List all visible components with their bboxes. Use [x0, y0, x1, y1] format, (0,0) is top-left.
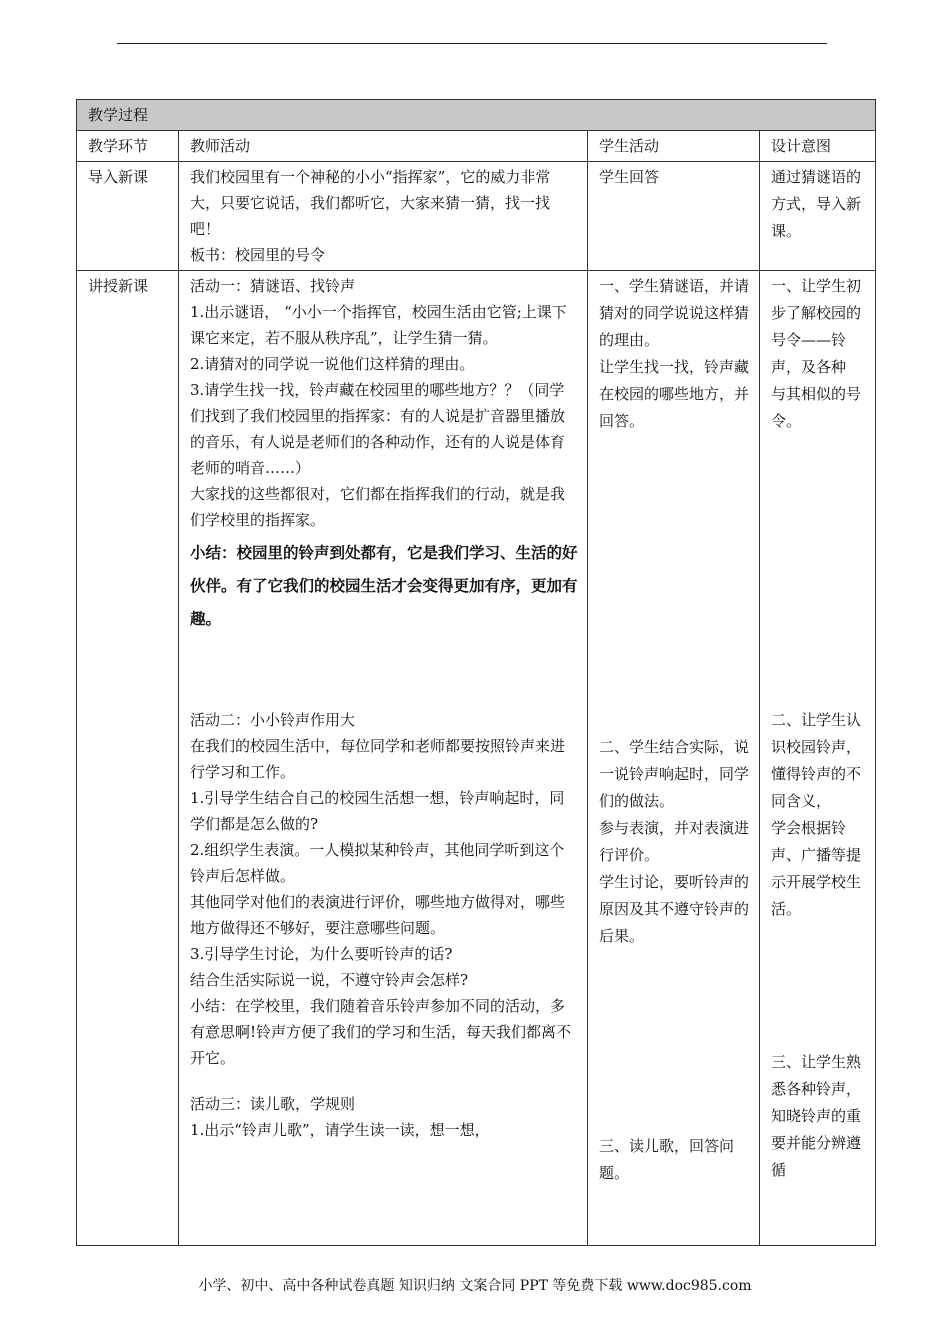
teacher-intro-text: 我们校园里有一个神秘的小小“指挥家”，它的威力非常大，只要它说话，我们都听它，大家来猜一猜，找一找吧！ 板书：校园里的号令 — [190, 168, 551, 264]
header-intent: 设计意图 — [760, 131, 876, 162]
intent-activity-three: 三、让学生熟悉各种铃声，知晓铃声的重要并能分辨遵循 — [771, 1053, 862, 1179]
student-lecture — [588, 271, 760, 1246]
intent-activity-one: 一、让学生初步了解校园的号令——铃声，及各种 与其相似的号令。 — [771, 277, 862, 430]
intent-activity-two: 二、让学生认识校园铃声，懂得铃声的不同含义， 学会根据铃声、广播等提示开展学校生活。 — [771, 711, 862, 918]
teaching-process-table — [76, 99, 876, 1246]
activity-two-text: 活动二：小小铃声作用大 在我们的校园生活中，每位同学和老师都要按照铃声来进行学习和工作。 1.引导学生结合自己的校园生活想一想，铃声响起时，同学们都是怎么做的? 2.组织学生表演。一人模拟某种铃声，其他同学听到这个铃声后怎样做。 其他同学对他们的表演进行评价，哪些地方做得对，哪些地方做得还不够好，要注意哪些问题。 3.引导学生讨论，为什么要听铃声的话? 结合生活实际说一说，不遵守铃声会怎样? 小结：在学校里，我们随着音乐铃声参加不同的活动，多有意思啊!铃声方便了我们的学习和生活，每天我们都离不开它。 — [190, 711, 572, 1067]
student-activity-one: 一、学生猜谜语，并请猜对的同学说说这样猜的理由。 让学生找一找，铃声藏在校园的哪些地方，并回答。 — [599, 277, 750, 430]
section-title: 教学过程 — [77, 100, 876, 131]
stage-intro: 导入新课 — [77, 162, 179, 271]
teacher-lecture — [179, 271, 588, 1246]
student-activity-two: 二、学生结合实际，说一说铃声响起时，同学们的做法。 参与表演，并对表演进行评价。 学生讨论，要听铃声的原因及其不遵守铃声的后果。 — [599, 738, 750, 945]
header-stage: 教学环节 — [77, 131, 179, 162]
student-activity-three: 三、读儿歌，回答问题。 — [599, 1137, 735, 1182]
activity-three-text: 活动三：读儿歌，学规则 1.出示“铃声儿歌”，请学生读一读，想一想， — [190, 1095, 490, 1139]
table-row — [77, 162, 876, 271]
page-footer: 小学、初中、高中各种试卷真题 知识归纳 文案合同 PPT 等免费下载 www.doc985.com — [198, 1278, 752, 1294]
activity-one-text: 活动一：猜谜语、找铃声 1.出示谜语， “小小一个指挥官，校园生活由它管;上课下课它来定，若不服从秩序乱”，让学生猜一猜。 2.请猜对的同学说一说他们这样猜的理由。 3.请学生找一找，铃声藏在校园里的哪些地方？？（同学们找到了我们校园里的指挥家：有的人说是扩音器里播放的音乐，有人说是老师们的各种动作，还有的人说是体育老师的哨音……） 大家找的这些都很对，它们都在指挥我们的行动，就是我们学校里的指挥家。 — [190, 277, 567, 529]
table-row — [77, 271, 876, 1246]
header-student: 学生活动 — [588, 131, 760, 162]
intent-intro: 通过猜谜语的方式，导入新课。 — [760, 162, 876, 271]
intent-lecture — [760, 271, 876, 1246]
activity-one-summary: 小结：校园里的铃声到处都有，它是我们学习、生活的好伙伴。有了它我们的校园生活才会变得更加有序，更加有趣。 — [190, 544, 578, 628]
header-rule — [117, 43, 827, 44]
student-intro: 学生回答 — [588, 162, 760, 271]
header-teacher: 教师活动 — [179, 131, 588, 162]
stage-lecture: 讲授新课 — [77, 271, 179, 1246]
teacher-intro — [179, 162, 588, 271]
